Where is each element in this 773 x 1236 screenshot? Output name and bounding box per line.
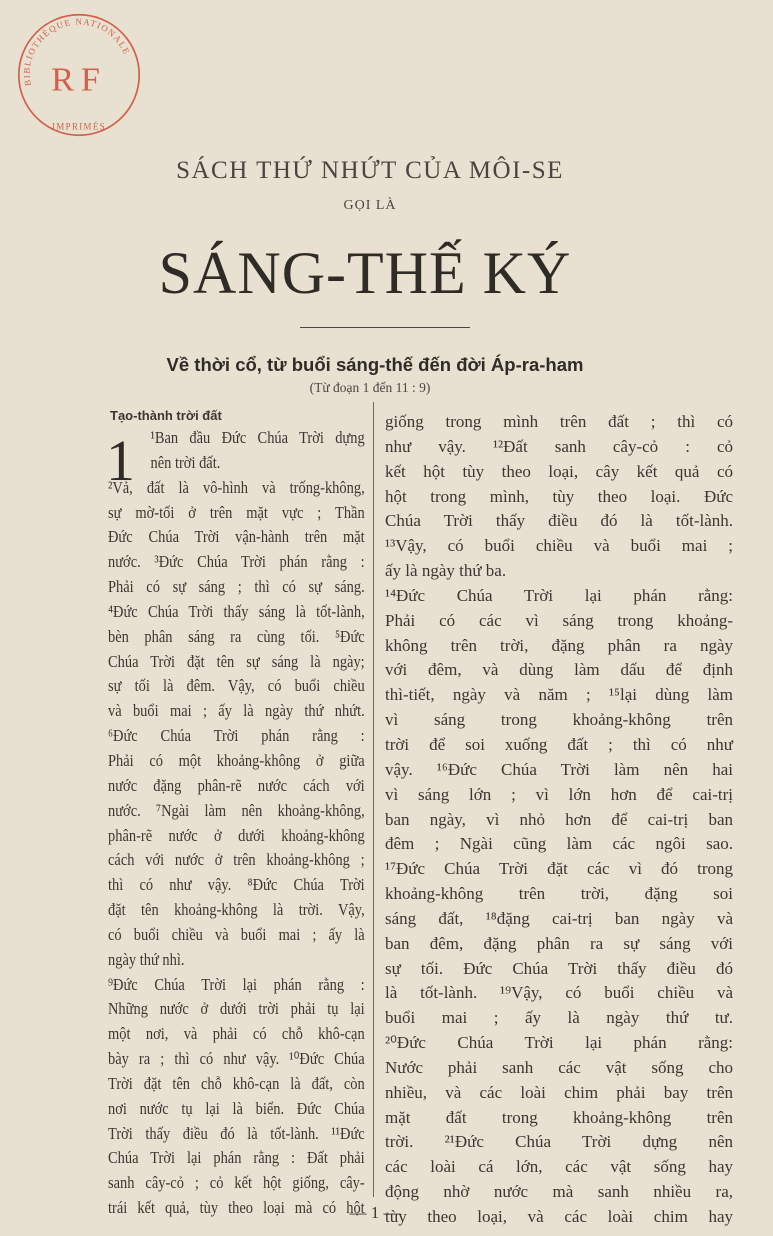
- text-line: Chúa Trời lại phán rằng : Đất phải: [108, 1148, 365, 1168]
- text-line: ¹Ban đầu Đức Chúa Trời dựng: [150, 428, 365, 447]
- text-line: có buổi chiều và buổi mai ; ấy là: [108, 924, 365, 944]
- text-line: trời. ²¹Đức Chúa Trời dựng nên: [385, 1132, 733, 1152]
- right-column: [385, 410, 733, 1230]
- text-line: sáng đất, ¹⁸đặng cai-trị ban ngày và: [385, 908, 733, 928]
- text-line: ⁴Đức Chúa Trời thấy sáng là tốt-lành,: [108, 601, 365, 621]
- stamp-monogram: RF: [51, 61, 107, 99]
- called-label: GỌI LÀ: [343, 198, 397, 213]
- text-line: ¹³Vậy, có buổi chiều và buổi mai ;: [385, 536, 733, 556]
- text-line: nước. ⁷Ngài làm nên khoảng-không,: [108, 800, 365, 820]
- text-line: Đức Chúa Trời vận-hành trên mặt: [108, 527, 365, 547]
- text-line: khoảng-không trên trời, đặng soi: [385, 884, 733, 904]
- text-line: nước. ³Đức Chúa Trời phán rằng :: [108, 552, 365, 572]
- left-column: [108, 426, 365, 1221]
- text-line: ấy là ngày thứ ba.: [385, 561, 507, 581]
- text-line: trái kết quả, tùy theo loại mà có hột: [108, 1198, 365, 1218]
- text-line: Phải có các vì sáng trong khoảng-: [385, 610, 733, 630]
- text-line: giống trong mình trên đất ; thì có: [385, 412, 733, 431]
- page-number: — 1 —: [349, 1203, 401, 1222]
- stamp-text-bottom: IMPRIMÉS: [52, 121, 106, 132]
- chapter-number: 1: [106, 428, 135, 493]
- text-line: không trên trời, đặng phân ra ngày: [385, 635, 733, 655]
- text-line: ngày thứ nhì.: [108, 949, 185, 969]
- text-line: ban đêm, đặng phân ra sự sáng với: [385, 933, 733, 953]
- text-line: mặt đất trong khoảng-không trên: [385, 1107, 733, 1127]
- text-line: Chúa Trời đặt tên sự sáng là ngày;: [108, 651, 365, 671]
- text-line: sự tối là đêm. Vậy, có buổi chiều: [108, 676, 365, 696]
- text-line: vậy. ¹⁶Đức Chúa Trời làm nên hai: [385, 759, 733, 779]
- text-line: kết hột tùy theo loại, cây kết quả có: [385, 461, 733, 481]
- text-line: Trời thấy điều đó là tốt-lành. ¹¹Đức: [108, 1123, 365, 1143]
- text-line: Phải có một khoảng-không ở giữa: [108, 750, 365, 770]
- text-line: đặt tên khoảng-không là trời. Vậy,: [108, 900, 365, 920]
- text-line: nước đặng phân-rẽ nước cách với: [108, 775, 365, 795]
- text-line: các loài cá lớn, các vật sống hay: [385, 1157, 733, 1177]
- text-line: đêm ; Ngài cũng làm các ngôi sao.: [385, 834, 733, 854]
- text-line: thì có như vậy. ⁸Đức Chúa Trời: [108, 875, 365, 895]
- text-line: động nhờ nước mà sanh nhiều ra,: [385, 1182, 733, 1202]
- text-line: sanh cây-cỏ ; cỏ kết hột giống, cây-: [108, 1173, 365, 1193]
- text-line: Những nước ở dưới trời phải tụ lại: [108, 999, 365, 1019]
- text-line: bèn phân sáng ra cùng tối. ⁵Đức: [108, 626, 365, 646]
- text-line: thì-tiết, ngày và năm ; ¹⁵lại dùng làm: [385, 685, 733, 705]
- stamp-text: BIBLIOTHÈQUE NATIONALE: [21, 16, 133, 87]
- text-line: ⁶Đức Chúa Trời phán rằng :: [108, 726, 365, 746]
- text-line: với đêm, và dùng làm dấu để định: [385, 660, 733, 680]
- text-line: sự mờ-tối ở trên mặt vực ; Thần: [108, 502, 365, 522]
- text-line: trời để soi xuống đất ; thì có như: [385, 734, 733, 754]
- text-line: như vậy. ¹²Đất sanh cây-cỏ : cỏ: [385, 436, 733, 456]
- text-line: một nơi, và phải có chỗ khô-cạn: [108, 1024, 365, 1044]
- text-line: Chúa Trời thấy điều đó là tốt-lành.: [385, 511, 733, 531]
- section-heading: Tạo-thành trời đất: [110, 408, 222, 423]
- column-divider: [373, 402, 374, 1197]
- text-line: vì sáng lớn ; vì lớn hơn để cai-trị: [385, 784, 733, 804]
- text-line: nhiều, và các loài chim phải bay trên: [385, 1082, 733, 1102]
- text-line: bày ra ; thì có như vậy. ¹⁰Đức Chúa: [108, 1049, 365, 1069]
- text-line: sự tối. Đức Chúa Trời thấy điều đó: [385, 958, 733, 978]
- text-line: và buổi mai ; ấy là ngày thứ nhứt.: [108, 701, 365, 721]
- chapter-range: (Từ đoạn 1 đến 11 : 9): [309, 380, 431, 395]
- text-line: hột trong mình, tùy theo loại. Đức: [385, 486, 733, 506]
- text-line: ¹⁴Đức Chúa Trời lại phán rằng:: [385, 585, 733, 605]
- library-stamp: [14, 10, 144, 140]
- text-line: Trời đặt tên chỗ khô-cạn là đất, còn: [108, 1073, 365, 1093]
- title-rule: [300, 327, 470, 328]
- text-line: cách với nước ở trên khoảng-không ;: [108, 850, 365, 870]
- text-line: ⁹Đức Chúa Trời lại phán rằng :: [108, 974, 365, 994]
- section-subtitle: Về thời cổ, từ buổi sáng-thế đến đời Áp-ra-ham: [166, 354, 584, 375]
- text-line: nên trời đất.: [150, 452, 221, 472]
- text-line: ban ngày, vì nhỏ hơn để cai-trị ban: [385, 809, 733, 829]
- text-line: là tốt-lành. ¹⁹Vậy, có buổi chiều và: [385, 983, 733, 1003]
- text-line: Nước phải sanh các vật sống cho: [385, 1057, 733, 1077]
- text-line: buổi mai ; ấy là ngày thứ tư.: [385, 1008, 733, 1028]
- text-line: ¹⁷Đức Chúa Trời đặt các vì đó trong: [385, 859, 733, 879]
- text-line: ²⁰Đức Chúa Trời lại phán rằng:: [385, 1033, 733, 1053]
- page-title: SÁNG-THẾ KÝ: [158, 240, 572, 306]
- text-line: Phải có sự sáng ; thì có sự sáng.: [108, 577, 365, 597]
- text-line: tùy theo loại, và các loài chim hay: [385, 1207, 733, 1226]
- book-heading: SÁCH THỨ NHỨT CỦA MÔI-SE: [176, 157, 564, 184]
- text-line: nơi nước tụ lại là biển. Đức Chúa: [108, 1098, 365, 1118]
- text-line: phân-rẽ nước ở dưới khoảng-không: [108, 825, 365, 845]
- text-line: ²Vả, đất là vô-hình và trống-không,: [108, 477, 365, 497]
- text-line: vì sáng trong khoảng-không trên: [385, 710, 733, 730]
